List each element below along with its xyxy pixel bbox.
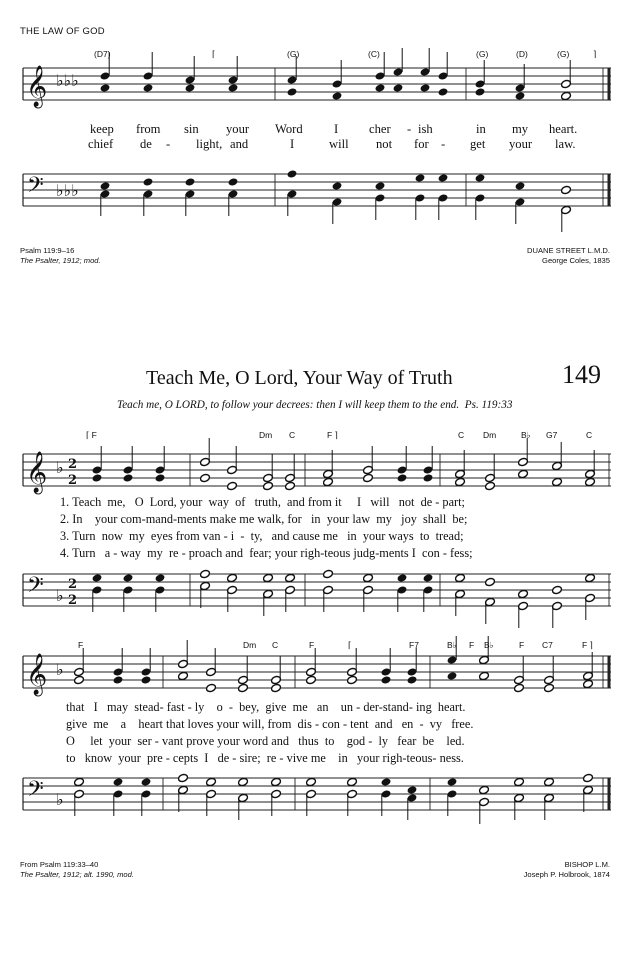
s2-chord-1: Dm (243, 640, 257, 650)
s2-bass-chord-10-notehead (407, 785, 418, 794)
s2-bass-chord-0-notehead (74, 777, 85, 786)
top-treble-chord-1-notehead (143, 83, 154, 92)
system1-bass-staff (0, 566, 640, 616)
top-bass-chord-6-notehead (375, 181, 386, 190)
top-treble-chord-7-notehead (393, 83, 404, 92)
s2-treble-chord-11-notehead (447, 671, 458, 680)
s1-treble-chord-13-notehead (518, 469, 529, 478)
s2-chord-9: F (519, 640, 525, 650)
s1-verse-3: 3. Turn now my eyes from van - i - ty, and cause me in your ways to tread; (60, 529, 464, 543)
top-lyric-2-0: chief (88, 137, 114, 151)
hymn-epigraph: Teach me, O LORD, to follow your decrees: then I will keep them to the end. Ps. 119:33 (117, 399, 513, 411)
top-chord-2: (G) (287, 49, 300, 59)
svg-text:𝄢: 𝄢 (27, 573, 44, 603)
top-lyric-2-9: - (441, 137, 446, 151)
s2-bass-chord-14-notehead (544, 777, 555, 786)
top-lyric-1-6: cher (369, 122, 391, 136)
svg-text:♭: ♭ (56, 790, 64, 809)
top-treble-chord-5-notehead (332, 91, 343, 100)
s1-chord-1: Dm (259, 430, 273, 440)
hymn-text-version: The Psalter, 1912; alt. 1990, mod. (20, 869, 134, 879)
s1-bass-chord-10-notehead (423, 573, 434, 582)
s2-chord-0: F (78, 640, 84, 650)
top-tune-composer: George Coles, 1835 (542, 255, 610, 265)
s2-chord-11: F ⌉ (582, 640, 593, 650)
hymn-tune-name: BISHOP L.M. (564, 860, 610, 869)
s1-bass-chord-1-notehead (123, 573, 134, 582)
top-lyric-1-7: - (407, 122, 412, 136)
top-treble-chord-9-notehead (438, 87, 449, 96)
hymn-tune-credit (524, 860, 610, 879)
s1-treble-chord-15-notehead (585, 477, 596, 486)
top-bass-chord-11-notehead (561, 185, 572, 194)
svg-text:♭♭♭: ♭♭♭ (56, 71, 79, 90)
system1-treble-staff (0, 446, 640, 496)
top-lyric-2-10: get (470, 137, 486, 151)
s1-treble-chord-7-notehead (323, 477, 334, 486)
s1-treble-chord-14-notehead (552, 477, 563, 486)
svg-text:𝄞: 𝄞 (26, 452, 48, 493)
top-bass-chord-4-notehead (287, 169, 298, 178)
top-lyric-1-2: sin (184, 122, 199, 136)
s1-bass-chord-12-notehead (485, 577, 496, 586)
hymn-number: 149 (562, 360, 601, 389)
top-treble-chord-2-notehead (185, 83, 196, 92)
svg-text:𝄢: 𝄢 (27, 777, 44, 807)
top-treble-chord-4-notehead (287, 87, 298, 96)
s2-bass-chord-2-notehead (141, 777, 152, 786)
top-chord-7: ⌉ (593, 49, 597, 59)
top-bass-chord-3-notehead (228, 177, 239, 186)
top-lyric-1-8: ish (418, 122, 433, 136)
top-lyric-1-5: I (334, 122, 339, 136)
s2-treble-chord-0-notehead (74, 675, 85, 684)
s2-bass-chord-4-notehead (206, 777, 217, 786)
s1-chord-5: Dm (483, 430, 497, 440)
top-tune-name: DUANE STREET L.M.D. (527, 246, 610, 255)
top-chord-5: (D) (516, 49, 528, 59)
top-text-credit (20, 246, 101, 265)
s2-treble-chord-6-notehead (271, 683, 282, 692)
s2-treble-chord-15-notehead (583, 679, 594, 688)
top-treble-chord-6-notehead (375, 83, 386, 92)
s1-bass-chord-6-notehead (285, 573, 296, 582)
s2-verse-3: O let your ser - vant prove your word and thus to god - ly fear be led. (66, 734, 465, 748)
top-chord-1: ⌈ (212, 49, 216, 59)
s1-treble-chord-3-notehead (200, 473, 211, 482)
top-treble-chord-12-notehead (561, 91, 572, 100)
svg-text:2: 2 (68, 577, 78, 592)
s2-treble-chord-13-notehead (514, 683, 525, 692)
s1-treble-chord-0-notehead (92, 473, 103, 482)
s2-treble-chord-1-notehead (113, 675, 124, 684)
s1-chord-8: C (586, 430, 593, 440)
s1-treble-chord-2-notehead (155, 473, 166, 482)
s1-treble-chord-8-notehead (363, 473, 374, 482)
s2-bass-chord-9-notehead (381, 777, 392, 786)
top-treble-chord-8-notehead (420, 83, 431, 92)
s2-treble-chord-5-notehead (238, 683, 249, 692)
s1-bass-chord-11-notehead (455, 573, 466, 582)
svg-text:♭: ♭ (56, 660, 64, 679)
s1-bass-chord-15-notehead (585, 573, 596, 582)
s1-verse-1: 1. Teach me, O Lord, your way of truth, and from it I will not de - part; (60, 495, 465, 509)
top-lyric-1-11: heart. (549, 122, 578, 136)
hymn-tune-composer: Joseph P. Holbrook, 1874 (523, 869, 610, 879)
top-lyric-2-3: light, (196, 137, 223, 151)
top-lyric-1-4: Word (275, 122, 303, 136)
s2-bass-chord-6-notehead (271, 777, 282, 786)
top-treble-chord-10-notehead (475, 87, 486, 96)
s2-treble-chord-12-notehead (479, 671, 490, 680)
s2-treble-chord-4-notehead (206, 683, 217, 692)
s2-bass-chord-12-notehead (479, 785, 490, 794)
s1-chord-2: C (289, 430, 296, 440)
s2-bass-chord-5-notehead (238, 777, 249, 786)
top-bass-staff (0, 166, 640, 216)
top-lyric-2-4: and (230, 137, 249, 151)
svg-text:2: 2 (68, 473, 78, 488)
svg-text:𝄞: 𝄞 (26, 654, 48, 695)
svg-text:2: 2 (68, 457, 78, 472)
top-bass-chord-0-notehead (100, 181, 111, 190)
top-chord-0: (D7) (94, 49, 111, 59)
top-lyric-1-0: keep (90, 122, 114, 136)
s2-chord-6: B♭ (447, 640, 457, 650)
svg-text:♭♭♭: ♭♭♭ (56, 181, 79, 200)
s2-chord-8: B♭ (484, 640, 494, 650)
s1-bass-chord-13-notehead (518, 589, 529, 598)
top-lyric-2-8: for (414, 137, 429, 151)
s2-bass-chord-1-notehead (113, 777, 124, 786)
s2-bass-chord-8-notehead (347, 777, 358, 786)
s1-bass-chord-0-notehead (92, 573, 103, 582)
top-lyric-1-9: in (476, 122, 486, 136)
s2-bass-chord-11-notehead (447, 777, 458, 786)
s2-chord-4: ⌈ (348, 640, 352, 650)
s1-verse-2: 2. In your com-mand-ments make me walk, for in your law my joy shall be; (60, 512, 468, 526)
s1-treble-chord-6-notehead (285, 481, 296, 490)
s2-chord-7: F (469, 640, 475, 650)
s1-bass-chord-8-notehead (363, 573, 374, 582)
svg-text:𝄞: 𝄞 (26, 66, 48, 107)
top-chord-3: (C) (368, 49, 380, 59)
s2-treble-chord-2-notehead (141, 675, 152, 684)
s1-treble-chord-1-notehead (123, 473, 134, 482)
top-bass-chord-8-notehead (438, 173, 449, 182)
s1-chord-7: G7 (546, 430, 558, 440)
top-treble-chord-11-notehead (515, 91, 526, 100)
top-lyric-2-5: I (290, 137, 295, 151)
s1-bass-chord-2-notehead (155, 573, 166, 582)
s2-treble-chord-9-notehead (381, 675, 392, 684)
s2-chord-3: F (309, 640, 315, 650)
section-header: THE LAW OF GOD (20, 26, 105, 37)
s1-bass-chord-3-notehead (200, 569, 211, 578)
system2-bass-staff (0, 770, 640, 820)
system2-treble-staff (0, 648, 640, 698)
top-tune-credit (527, 246, 610, 265)
top-lyric-2-2: - (166, 137, 171, 151)
top-bass-chord-9-notehead (475, 173, 486, 182)
s2-chord-10: C7 (542, 640, 553, 650)
s2-bass-chord-3-notehead (178, 773, 189, 782)
s2-bass-chord-15-notehead (583, 773, 594, 782)
top-lyric-2-12: law. (555, 137, 576, 151)
top-lyric-2-11: your (509, 137, 533, 151)
s2-treble-chord-14-notehead (544, 683, 555, 692)
top-bass-chord-5-notehead (332, 181, 343, 190)
s1-bass-chord-5-notehead (263, 573, 274, 582)
s2-bass-chord-7-notehead (306, 777, 317, 786)
hymn-text-source: From Psalm 119:33–40 (20, 860, 99, 869)
top-lyric-2-7: not (376, 137, 393, 151)
svg-text:♭: ♭ (56, 586, 64, 605)
top-chord-4: (G) (476, 49, 489, 59)
s1-treble-chord-9-notehead (397, 473, 408, 482)
s1-treble-chord-4-notehead (227, 481, 238, 490)
s1-chord-0: ⌈ F (86, 430, 97, 440)
s2-treble-chord-8-notehead (347, 675, 358, 684)
hymn-text-credit (20, 860, 134, 879)
top-text-version: The Psalter, 1912; mod. (20, 255, 101, 265)
s2-verse-4: to know your pre - cepts I de - sire; re - vive me in your righ-teous- ness. (66, 751, 464, 765)
s1-chord-6: B♭ (521, 430, 531, 440)
s1-treble-chord-5-notehead (263, 481, 274, 490)
top-bass-chord-7-notehead (415, 173, 426, 182)
top-lyric-2-6: will (329, 137, 349, 151)
s2-verse-1: that I may stead- fast - ly o - bey, give me an un - der-stand- ing heart. (66, 700, 466, 714)
s1-bass-chord-14-notehead (552, 585, 563, 594)
top-lyric-1-10: my (512, 122, 529, 136)
svg-text:2: 2 (68, 593, 78, 608)
s1-treble-chord-11-notehead (455, 477, 466, 486)
s1-bass-chord-9-notehead (397, 573, 408, 582)
top-lyric-1-3: your (226, 122, 250, 136)
s2-chord-5: F7 (409, 640, 419, 650)
top-treble-staff (0, 60, 640, 110)
top-lyric-2-1: de (140, 137, 152, 151)
s2-verse-2: give me a heart that loves your will, from dis - con - tent and en - vy free. (66, 717, 474, 731)
s2-chord-2: C (272, 640, 279, 650)
s2-treble-chord-7-notehead (306, 675, 317, 684)
top-treble-chord-0-notehead (100, 83, 111, 92)
top-lyric-1-1: from (136, 122, 161, 136)
top-treble-chord-3-notehead (228, 83, 239, 92)
s1-treble-chord-10-notehead (423, 473, 434, 482)
top-bass-chord-2-notehead (185, 177, 196, 186)
top-bass-chord-1-notehead (143, 177, 154, 186)
hymn-title: Teach Me, O Lord, Your Way of Truth (146, 367, 453, 389)
top-bass-chord-10-notehead (515, 181, 526, 190)
s1-bass-chord-4-notehead (227, 573, 238, 582)
s1-chord-4: C (458, 430, 465, 440)
s2-treble-chord-3-notehead (178, 671, 189, 680)
s1-chord-3: F ⌉ (327, 430, 338, 440)
s1-bass-chord-7-notehead (323, 569, 334, 578)
s1-verse-4: 4. Turn a - way my re - proach and fear; your righ-teous judg-ments I con - fess; (60, 546, 473, 560)
svg-text:𝄢: 𝄢 (27, 173, 44, 203)
top-chord-6: (G) (557, 49, 570, 59)
top-text-source: Psalm 119:9–16 (20, 246, 75, 255)
svg-text:♭: ♭ (56, 458, 64, 477)
s2-treble-chord-10-notehead (407, 675, 418, 684)
s1-treble-chord-12-notehead (485, 481, 496, 490)
s2-bass-chord-13-notehead (514, 777, 525, 786)
